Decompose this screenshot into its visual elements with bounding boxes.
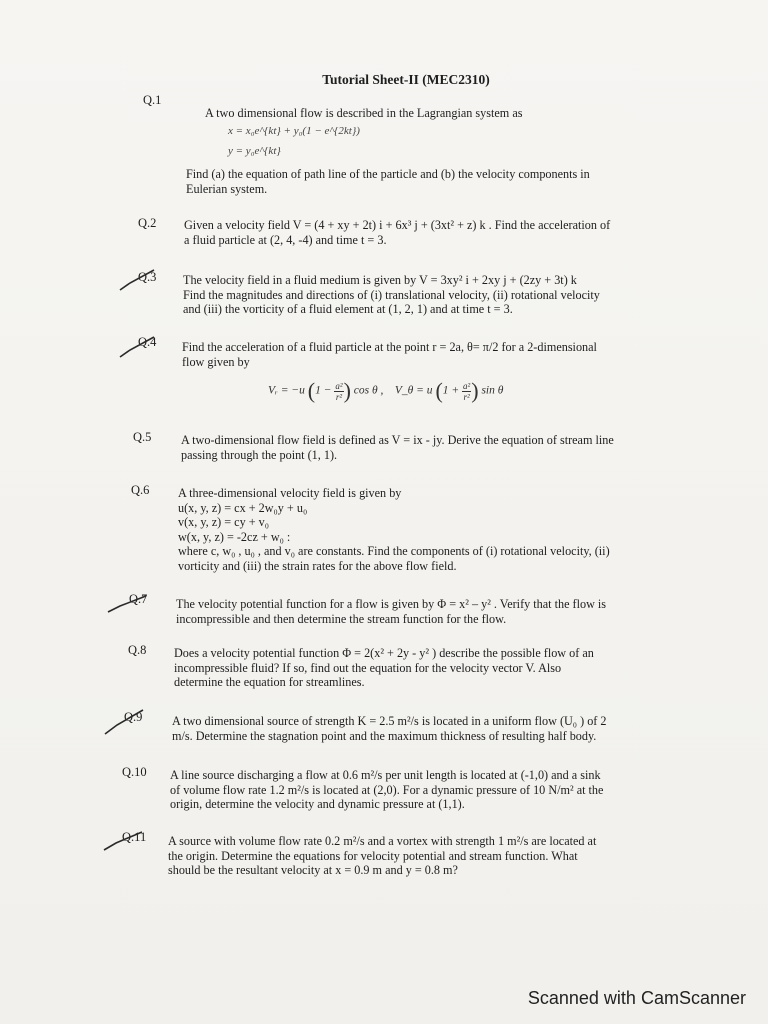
question-number-7: Q.7 xyxy=(129,592,148,606)
question-4-line-1: Find the acceleration of a fluid particle at the point r = 2a, θ= π/2 for a 2-dimensional xyxy=(182,340,597,354)
question-number-3: Q.3 xyxy=(138,270,157,284)
question-number-11: Q.11 xyxy=(122,830,147,844)
vtheta-tail: sin θ xyxy=(481,384,504,397)
sheet-title: Tutorial Sheet-II (MEC2310) xyxy=(322,72,490,87)
question-1-intro: A two dimensional flow is described in the Lagrangian system as xyxy=(205,106,523,120)
question-3-text xyxy=(183,273,675,317)
question-11-text xyxy=(168,834,660,878)
question-1-line-1: Find (a) the equation of path line of the particle and (b) the velocity components in xyxy=(186,167,590,181)
question-2-line-1: Given a velocity field V = (4 + xy + 2t) i + 6x³ j + (3xt² + z) k . Find the acceleration of xyxy=(184,218,611,232)
question-6-text xyxy=(178,486,670,573)
question-10-text xyxy=(170,768,662,812)
question-number-2: Q.2 xyxy=(138,216,157,230)
question-number-1: Q.1 xyxy=(143,93,162,107)
question-number-8: Q.8 xyxy=(128,643,147,657)
question-7-line-1: The velocity potential function for a flow is given by Φ = x² – y² . Verify that the flow is xyxy=(176,597,607,611)
question-3-line-3: and (iii) the vorticity of a fluid element at (1, 2, 1) and at time t = 3. xyxy=(183,302,513,316)
question-2-text xyxy=(184,218,676,247)
question-6-line-1: A three-dimensional velocity field is given by xyxy=(178,486,402,500)
question-7-line-2: incompressible and then determine the stream function for the flow. xyxy=(176,611,507,626)
question-6-line-3: v(x, y, z) = cy + v₀ xyxy=(178,515,269,529)
question-6-line-4: w(x, y, z) = -2cz + w₀ : xyxy=(178,529,291,544)
question-5-text xyxy=(181,433,673,462)
question-8-text xyxy=(174,646,666,690)
vtheta-one-plus: 1 + xyxy=(442,384,460,397)
checkmark-3-icon xyxy=(118,266,158,294)
question-3-line-2: Find the magnitudes and directions of (i) translational velocity, (ii) rotational velocity xyxy=(183,287,600,302)
question-9-text xyxy=(172,714,664,743)
question-1-equation-x: x = x₀e^{kt} + y₀(1 − e^{2kt}) xyxy=(228,125,360,137)
question-11-line-1: A source with volume flow rate 0.2 m²/s and a vortex with strength 1 m²/s are located at xyxy=(168,834,597,848)
question-2-line-2: a fluid particle at (2, 4, -4) and time t = 3. xyxy=(184,232,387,247)
checkmark-9-icon xyxy=(103,706,147,738)
question-10-line-1: A line source discharging a flow at 0.6 m²/s per unit length is located at (-1,0) and a sink xyxy=(170,768,601,782)
question-number-5: Q.5 xyxy=(133,430,152,444)
question-9-line-1: A two dimensional source of strength K = 2.5 m²/s is located in a uniform flow (U₀ ) of 2 xyxy=(172,714,607,728)
question-1-text xyxy=(186,167,678,196)
question-number-9: Q.9 xyxy=(124,710,143,724)
question-9-line-2: m/s. Determine the stagnation point and the maximum thickness of resulting half body. xyxy=(172,728,597,743)
question-6-line-2: u(x, y, z) = cx + 2w₀y + u₀ xyxy=(178,500,308,515)
question-8-line-1: Does a velocity potential function Φ = 2(x² + 2y - y² ) describe the possible flow of an xyxy=(174,646,594,660)
question-8-line-2: incompressible fluid? If so, find out the equation for the velocity vector V. Also xyxy=(174,660,562,675)
vr-fraction: $\frac{\text{a²}}{\text{r²}}$ xyxy=(335,380,343,402)
question-10-line-2: of volume flow rate 1.2 m²/s is located at (2,0). For a dynamic pressure of 10 N/m² at the xyxy=(170,782,604,797)
question-5-line-2: passing through the point (1, 1). xyxy=(181,447,338,462)
question-1-equation-y: y = y₀e^{kt} xyxy=(228,145,281,157)
vr-label: Vᵣ = −u xyxy=(268,384,305,397)
question-number-4: Q.4 xyxy=(138,335,157,349)
question-number-6: Q.6 xyxy=(131,483,150,497)
checkmark-11-icon xyxy=(102,828,146,856)
question-4-line-2: flow given by xyxy=(182,354,250,369)
vtheta-fraction: $\frac{\text{a²}}{\text{r²}}$ xyxy=(463,380,471,402)
vr-one-minus: 1 − xyxy=(315,384,332,397)
question-6-line-5: where c, w₀ , u₀ , and v₀ are constants. Find the components of (i) rotational velocity, (ii) xyxy=(178,544,610,558)
question-3-line-1: The velocity field in a fluid medium is given by V = 3xy² i + 2xy j + (2zy + 3t) k xyxy=(183,273,577,287)
question-number-10: Q.10 xyxy=(122,765,147,779)
question-1-line-2: Eulerian system. xyxy=(186,181,268,196)
question-6-line-6: vorticity and (iii) the strain rates for the above flow field. xyxy=(178,558,457,573)
question-11-line-2: the origin. Determine the equations for velocity potential and stream function. What xyxy=(168,848,578,863)
question-4-text xyxy=(182,340,674,369)
vtheta-label: V_θ = u xyxy=(394,384,433,397)
checkmark-4-icon xyxy=(118,333,158,361)
question-5-line-1: A two-dimensional flow field is defined as V = ix - jy. Derive the equation of stream line xyxy=(181,433,614,447)
question-7-text xyxy=(176,597,668,626)
question-11-line-3: should be the resultant velocity at x = 0.9 m and y = 0.8 m? xyxy=(168,863,458,877)
checkmark-7-icon xyxy=(106,590,150,618)
question-4-equation: Vᵣ = −u (1 − $\frac{\text{a²}}{\text{r²}}$ ) cos θ , V_θ = u (1 + $\frac{\text{a²}}{\text{r²}}$ ) sin θ xyxy=(268,378,504,403)
question-8-line-3: determine the equation for streamlines. xyxy=(174,675,365,689)
camscanner-watermark: Scanned with CamScanner xyxy=(527,988,746,1008)
question-10-line-3: origin, determine the velocity and dynamic pressure at (1,1). xyxy=(170,797,465,811)
vr-tail: cos θ , xyxy=(353,384,384,397)
